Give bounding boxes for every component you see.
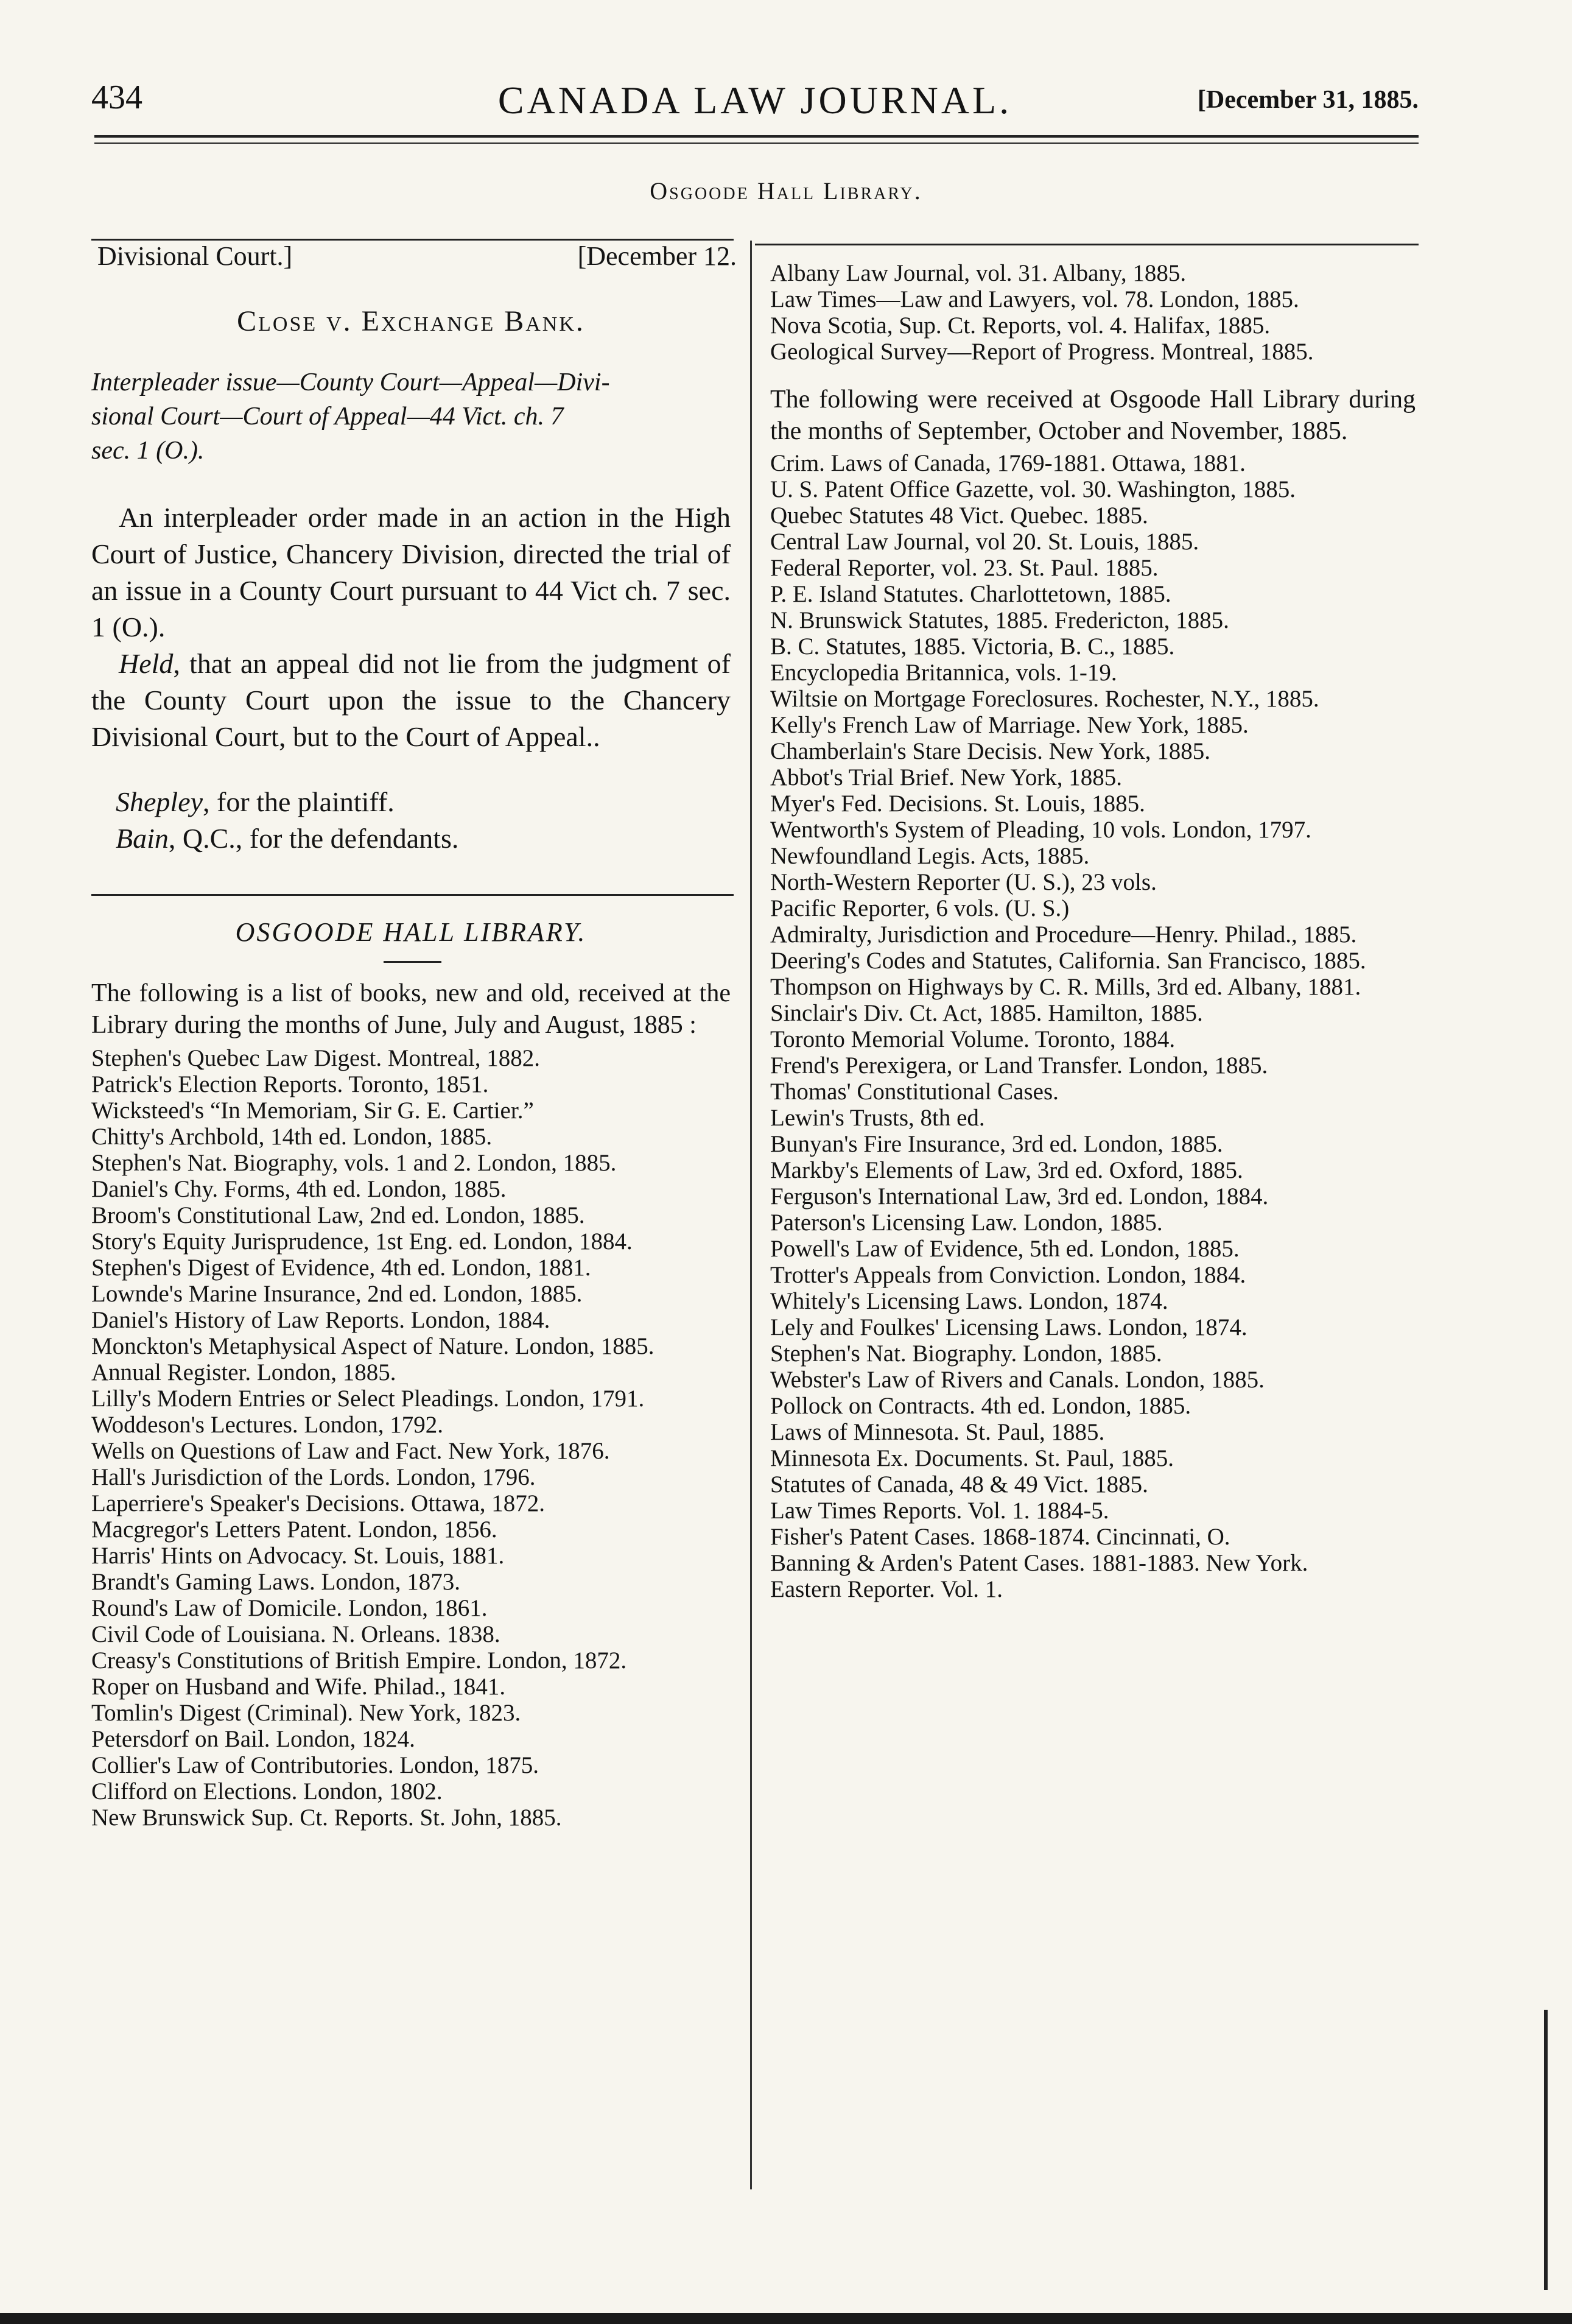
case-facts: An interpleader order made in an action in the High Court of Justice, Chancery Division, directed the trial of an issue in a County Court pursuant to 44 Vict ch. 7 sec. 1 (O.). (91, 502, 731, 643)
library-intro-2: The following were received at Osgoode Hall Library during the months of September, October and November, 1885. (770, 386, 1416, 445)
book-entry: Central Law Journal, vol 20. St. Louis, 1885. (770, 529, 1199, 555)
book-entry: N. Brunswick Statutes, 1885. Fredericton, 1885. (770, 607, 1229, 633)
column-divider (750, 241, 752, 2189)
book-entry: Admiralty, Jurisdiction and Procedure—Henry. Philad., 1885. (770, 921, 1357, 948)
book-entry: Roper on Husband and Wife. Philad., 1841. (91, 1674, 506, 1700)
book-entry: Stephen's Nat. Biography, vols. 1 and 2. London, 1885. (91, 1150, 617, 1176)
book-entry: Wicksteed's “In Memoriam, Sir G. E. Cartier.” (91, 1097, 534, 1124)
book-entry: New Brunswick Sup. Ct. Reports. St. John, 1885. (91, 1805, 562, 1831)
book-entry: Eastern Reporter. Vol. 1. (770, 1576, 1003, 1602)
page-number: 434 (91, 79, 142, 116)
book-entry: B. C. Statutes, 1885. Victoria, B. C., 1885. (770, 633, 1175, 660)
court-name: Divisional Court.] (97, 241, 293, 271)
library-left-column (91, 977, 731, 1830)
book-entry: Tomlin's Digest (Criminal). New York, 1823. (91, 1700, 521, 1726)
book-entry: Wentworth's System of Pleading, 10 vols. London, 1797. (770, 817, 1311, 843)
counsel-plaintiff (116, 786, 725, 818)
title-short-rule (384, 961, 441, 963)
header-double-rule (94, 135, 1419, 144)
page-bottom-edge (0, 2313, 1572, 2324)
library-list-sept-november (770, 451, 1416, 1602)
issue-date: [December 31, 1885. (1197, 86, 1419, 114)
book-entry: U. S. Patent Office Gazette, vol. 30. Washington, 1885. (770, 476, 1296, 502)
book-entry: Law Times—Law and Lawyers, vol. 78. London, 1885. (770, 286, 1299, 312)
book-entry: Law Times Reports. Vol. 1. 1884-5. (770, 1498, 1109, 1524)
case-title: Close v. Exchange Bank. (237, 305, 585, 337)
book-entry: Statutes of Canada, 48 & 49 Vict. 1885. (770, 1471, 1148, 1498)
book-entry: Stephen's Digest of Evidence, 4th ed. London, 1881. (91, 1255, 591, 1281)
book-entry: Laws of Minnesota. St. Paul, 1885. (770, 1419, 1105, 1445)
book-entry: Hall's Jurisdiction of the Lords. London, 1796. (91, 1464, 536, 1490)
book-entry: Woddeson's Lectures. London, 1792. (91, 1412, 443, 1438)
counsel-role: , Q.C., for the defendants. (168, 823, 459, 854)
book-entry: North-Western Reporter (U. S.), 23 vols. (770, 869, 1157, 895)
running-head (91, 78, 1419, 127)
book-entry: Abbot's Trial Brief. New York, 1885. (770, 764, 1122, 791)
case-holding (91, 646, 731, 755)
book-entry: Bunyan's Fire Insurance, 3rd ed. London, 1885. (770, 1131, 1223, 1157)
book-entry: Minnesota Ex. Documents. St. Paul, 1885. (770, 1445, 1174, 1471)
headnote-line: sec. 1 (O.). (91, 437, 205, 465)
book-entry: Stephen's Quebec Law Digest. Montreal, 1882. (91, 1045, 541, 1071)
book-entry: Civil Code of Louisiana. N. Orleans. 1838. (91, 1621, 500, 1647)
book-entry: Markby's Elements of Law, 3rd ed. Oxford, 1885. (770, 1157, 1243, 1183)
library-list-continued (770, 261, 1416, 364)
case-court-line (97, 241, 737, 277)
book-entry: Brandt's Gaming Laws. London, 1873. (91, 1569, 461, 1595)
counsel-name: Bain (116, 823, 169, 854)
case-headnote (91, 365, 731, 468)
book-entry: Thomas' Constitutional Cases. (770, 1079, 1059, 1105)
book-entry: Stephen's Nat. Biography. London, 1885. (770, 1340, 1162, 1367)
book-entry: Crim. Laws of Canada, 1769-1881. Ottawa, 1881. (770, 450, 1246, 476)
counsel-role: , for the plaintiff. (203, 786, 395, 817)
book-entry: Powell's Law of Evidence, 5th ed. London, 1885. (770, 1236, 1240, 1262)
headnote-line: Interpleader issue—County Court—Appeal—Divi- (91, 368, 610, 396)
book-entry: Monckton's Metaphysical Aspect of Nature. London, 1885. (91, 1333, 654, 1359)
section-heading: Osgoode Hall Library. (650, 177, 922, 205)
book-entry: Webster's Law of Rivers and Canals. London, 1885. (770, 1367, 1265, 1393)
book-entry: Kelly's French Law of Marriage. New York, 1885. (770, 712, 1249, 738)
section-divider-rule (91, 894, 734, 896)
book-entry: Patrick's Election Reports. Toronto, 1851. (91, 1071, 489, 1097)
book-entry: Lownde's Marine Insurance, 2nd ed. London, 1885. (91, 1281, 583, 1307)
held-text: , that an appeal did not lie from the judgment of the County Court upon the issue to the Chancery Divisional Court, but to the Court of Appeal.. (91, 648, 731, 752)
library-right-column (770, 261, 1416, 1602)
book-entry: Macgregor's Letters Patent. London, 1856. (91, 1516, 497, 1543)
right-top-rule (755, 244, 1419, 245)
book-entry: Chamberlain's Stare Decisis. New York, 1885. (770, 738, 1211, 764)
book-entry: Creasy's Constitutions of British Empire. London, 1872. (91, 1647, 627, 1674)
headnote-line: sional Court—Court of Appeal—44 Vict. ch. 7 (91, 403, 564, 431)
case-paragraph (91, 499, 731, 646)
book-entry: Geological Survey—Report of Progress. Montreal, 1885. (770, 339, 1314, 365)
book-entry: Lely and Foulkes' Licensing Laws. London, 1874. (770, 1314, 1247, 1340)
book-entry: Clifford on Elections. London, 1802. (91, 1778, 443, 1805)
library-list-june-august (91, 1046, 731, 1830)
book-entry: Albany Law Journal, vol. 31. Albany, 1885. (770, 260, 1187, 286)
book-entry: Thompson on Highways by C. R. Mills, 3rd ed. Albany, 1881. (770, 974, 1361, 1000)
book-entry: Broom's Constitutional Law, 2nd ed. London, 1885. (91, 1202, 585, 1228)
book-entry: Sinclair's Div. Ct. Act, 1885. Hamilton, 1885. (770, 1000, 1203, 1026)
book-entry: Pacific Reporter, 6 vols. (U. S.) (770, 895, 1070, 921)
book-entry: Deering's Codes and Statutes, California. San Francisco, 1885. (770, 948, 1366, 974)
book-entry: Harris' Hints on Advocacy. St. Louis, 1881. (91, 1543, 505, 1569)
book-entry: Myer's Fed. Decisions. St. Louis, 1885. (770, 791, 1145, 817)
book-entry: Chitty's Archbold, 14th ed. London, 1885. (91, 1124, 493, 1150)
book-entry: Toronto Memorial Volume. Toronto, 1884. (770, 1026, 1176, 1052)
book-entry: Paterson's Licensing Law. London, 1885. (770, 1210, 1163, 1236)
book-entry: Annual Register. London, 1885. (91, 1359, 396, 1386)
book-entry: Lewin's Trusts, 8th ed. (770, 1105, 985, 1131)
book-entry: Laperriere's Speaker's Decisions. Ottawa, 1872. (91, 1490, 546, 1516)
book-entry: Story's Equity Jurisprudence, 1st Eng. ed. London, 1884. (91, 1228, 633, 1255)
book-entry: Daniel's History of Law Reports. London, 1884. (91, 1307, 550, 1333)
book-entry: Wells on Questions of Law and Fact. New York, 1876. (91, 1438, 610, 1464)
book-entry: Ferguson's International Law, 3rd ed. London, 1884. (770, 1183, 1269, 1210)
book-entry: Banning & Arden's Patent Cases. 1881-1883. New York. (770, 1550, 1308, 1576)
book-entry: Federal Reporter, vol. 23. St. Paul. 1885. (770, 555, 1159, 581)
library-title: OSGOODE HALL LIBRARY. (235, 917, 587, 947)
book-entry: Round's Law of Domicile. London, 1861. (91, 1595, 488, 1621)
journal-title: CANADA LAW JOURNAL. (497, 79, 1012, 122)
book-entry: Nova Scotia, Sup. Ct. Reports, vol. 4. Halifax, 1885. (770, 312, 1271, 339)
counsel-defendants (116, 822, 725, 854)
held-label: Held (119, 648, 174, 679)
page-edge-mark (1544, 2010, 1548, 2290)
case-date: [December 12. (577, 241, 737, 271)
book-entry: Trotter's Appeals from Conviction. London, 1884. (770, 1262, 1246, 1288)
book-entry: Whitely's Licensing Laws. London, 1874. (770, 1288, 1168, 1314)
book-entry: Encyclopedia Britannica, vols. 1-19. (770, 660, 1117, 686)
book-entry: Petersdorf on Bail. London, 1824. (91, 1726, 415, 1752)
book-entry: Frend's Perexigera, or Land Transfer. London, 1885. (770, 1052, 1268, 1079)
book-entry: Collier's Law of Contributories. London, 1875. (91, 1752, 539, 1778)
book-entry: Newfoundland Legis. Acts, 1885. (770, 843, 1090, 869)
counsel-name: Shepley (116, 786, 203, 817)
book-entry: Wiltsie on Mortgage Foreclosures. Rochester, N.Y., 1885. (770, 686, 1319, 712)
book-entry: Fisher's Patent Cases. 1868-1874. Cincinnati, O. (770, 1524, 1230, 1550)
book-entry: Lilly's Modern Entries or Select Pleadings. London, 1791. (91, 1386, 645, 1412)
book-entry: P. E. Island Statutes. Charlottetown, 1885. (770, 581, 1171, 607)
library-intro: The following is a list of books, new and old, received at the Library during the months of June, July and August, 1885 : (91, 979, 731, 1039)
book-entry: Quebec Statutes 48 Vict. Quebec. 1885. (770, 502, 1148, 529)
book-entry: Pollock on Contracts. 4th ed. London, 1885. (770, 1393, 1191, 1419)
book-entry: Daniel's Chy. Forms, 4th ed. London, 1885. (91, 1176, 507, 1202)
